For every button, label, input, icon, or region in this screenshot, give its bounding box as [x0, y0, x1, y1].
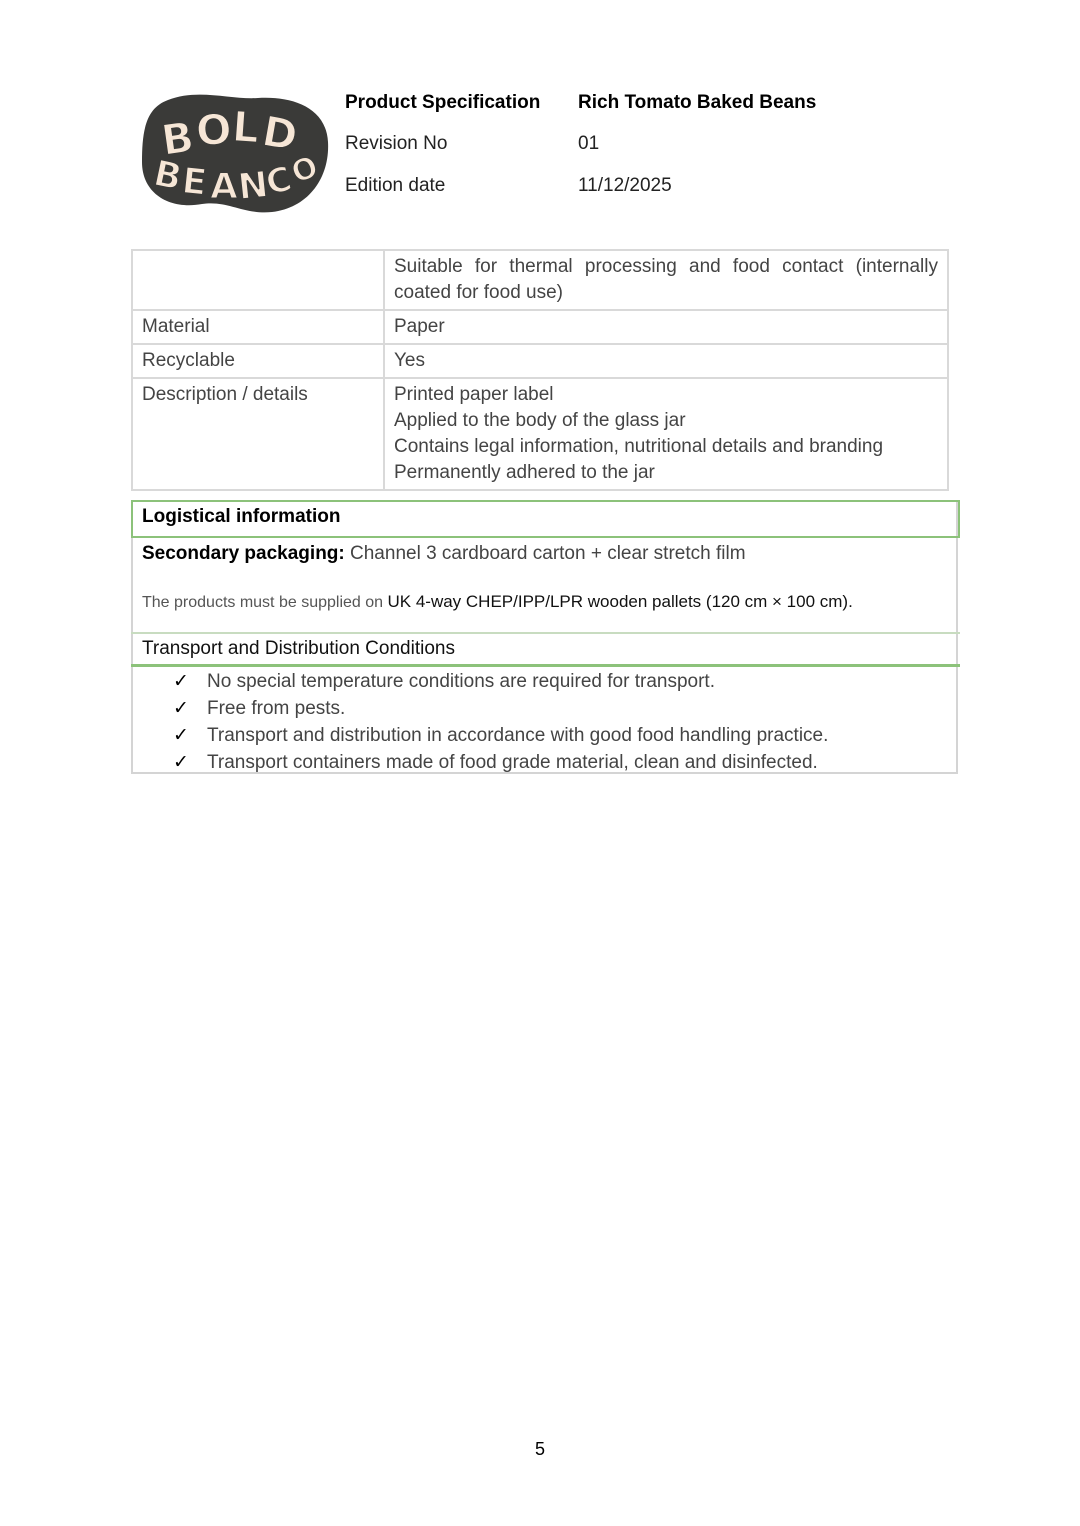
svg-text:A: A — [210, 166, 238, 207]
pallet-requirement — [142, 592, 853, 612]
material-key: Material — [132, 310, 384, 344]
divider — [131, 664, 960, 667]
description-key: Description / details — [132, 378, 384, 490]
revision-label: Revision No — [345, 133, 448, 154]
svg-text:O: O — [286, 149, 324, 192]
recyclable-key: Recyclable — [132, 344, 384, 378]
description-line: Applied to the body of the glass jar — [394, 410, 686, 431]
table-row — [132, 250, 948, 310]
pallet-requirement-suffix: . — [848, 592, 853, 611]
svg-text:E: E — [179, 160, 209, 204]
svg-text:L: L — [230, 101, 261, 153]
description-line: Permanently adhered to the jar — [394, 462, 655, 483]
description-line: Printed paper label — [394, 384, 554, 405]
page-number: 5 — [534, 1439, 545, 1459]
secondary-packaging-label: Secondary packaging: — [142, 543, 345, 564]
secondary-packaging-value: Channel 3 cardboard carton + clear stretch film — [350, 543, 746, 564]
edition-date-value: 11/12/2025 — [578, 175, 672, 196]
checkmark-icon: ✓ — [173, 751, 189, 773]
svg-text:B: B — [158, 112, 197, 166]
list-item — [173, 695, 828, 722]
table-row — [132, 310, 948, 344]
checkmark-icon: ✓ — [173, 670, 189, 692]
checkmark-icon: ✓ — [173, 724, 189, 746]
pallet-type: UK 4-way CHEP/IPP/LPR wooden pallets (120 cm × 100 cm) — [387, 592, 849, 611]
material-value: Paper — [384, 310, 948, 344]
condition-text: Transport and distribution in accordance with good food handling practice. — [207, 725, 829, 746]
description-value — [384, 378, 948, 490]
transport-conditions-list — [173, 668, 828, 776]
doc-type-label: Product Specification — [345, 92, 541, 113]
pallet-requirement-prefix: The products must be supplied on — [142, 594, 384, 611]
recyclable-value: Yes — [384, 344, 948, 378]
logistics-title: Logistical information — [131, 500, 960, 538]
list-item — [173, 749, 828, 776]
secondary-packaging — [142, 543, 746, 565]
table-row — [132, 344, 948, 378]
divider — [131, 632, 960, 634]
condition-text: Transport containers made of food grade material, clean and disinfected. — [207, 752, 818, 773]
table-key-cell — [132, 250, 384, 310]
checkmark-icon: ✓ — [173, 697, 189, 719]
label-material-table — [131, 249, 949, 491]
description-line: Contains legal information, nutritional details and branding — [394, 436, 884, 457]
transport-title: Transport and Distribution Conditions — [142, 638, 455, 659]
list-item — [173, 668, 828, 695]
svg-text:D: D — [258, 106, 302, 161]
condition-text: No special temperature conditions are required for transport. — [207, 671, 715, 692]
svg-text:N: N — [235, 164, 271, 209]
food-contact-cell: Suitable for thermal processing and food contact (internally coated for food use) — [384, 250, 948, 310]
condition-text: Free from pests. — [207, 698, 346, 719]
bold-beanco-logo — [140, 90, 330, 216]
table-row — [132, 378, 948, 490]
svg-text:B: B — [149, 153, 186, 199]
svg-text:O: O — [194, 104, 234, 156]
product-name: Rich Tomato Baked Beans — [578, 92, 817, 113]
list-item — [173, 722, 828, 749]
edition-date-label: Edition date — [345, 175, 446, 196]
svg-text:C: C — [261, 158, 296, 204]
logistics-section — [131, 500, 958, 774]
revision-value: 01 — [578, 133, 600, 154]
